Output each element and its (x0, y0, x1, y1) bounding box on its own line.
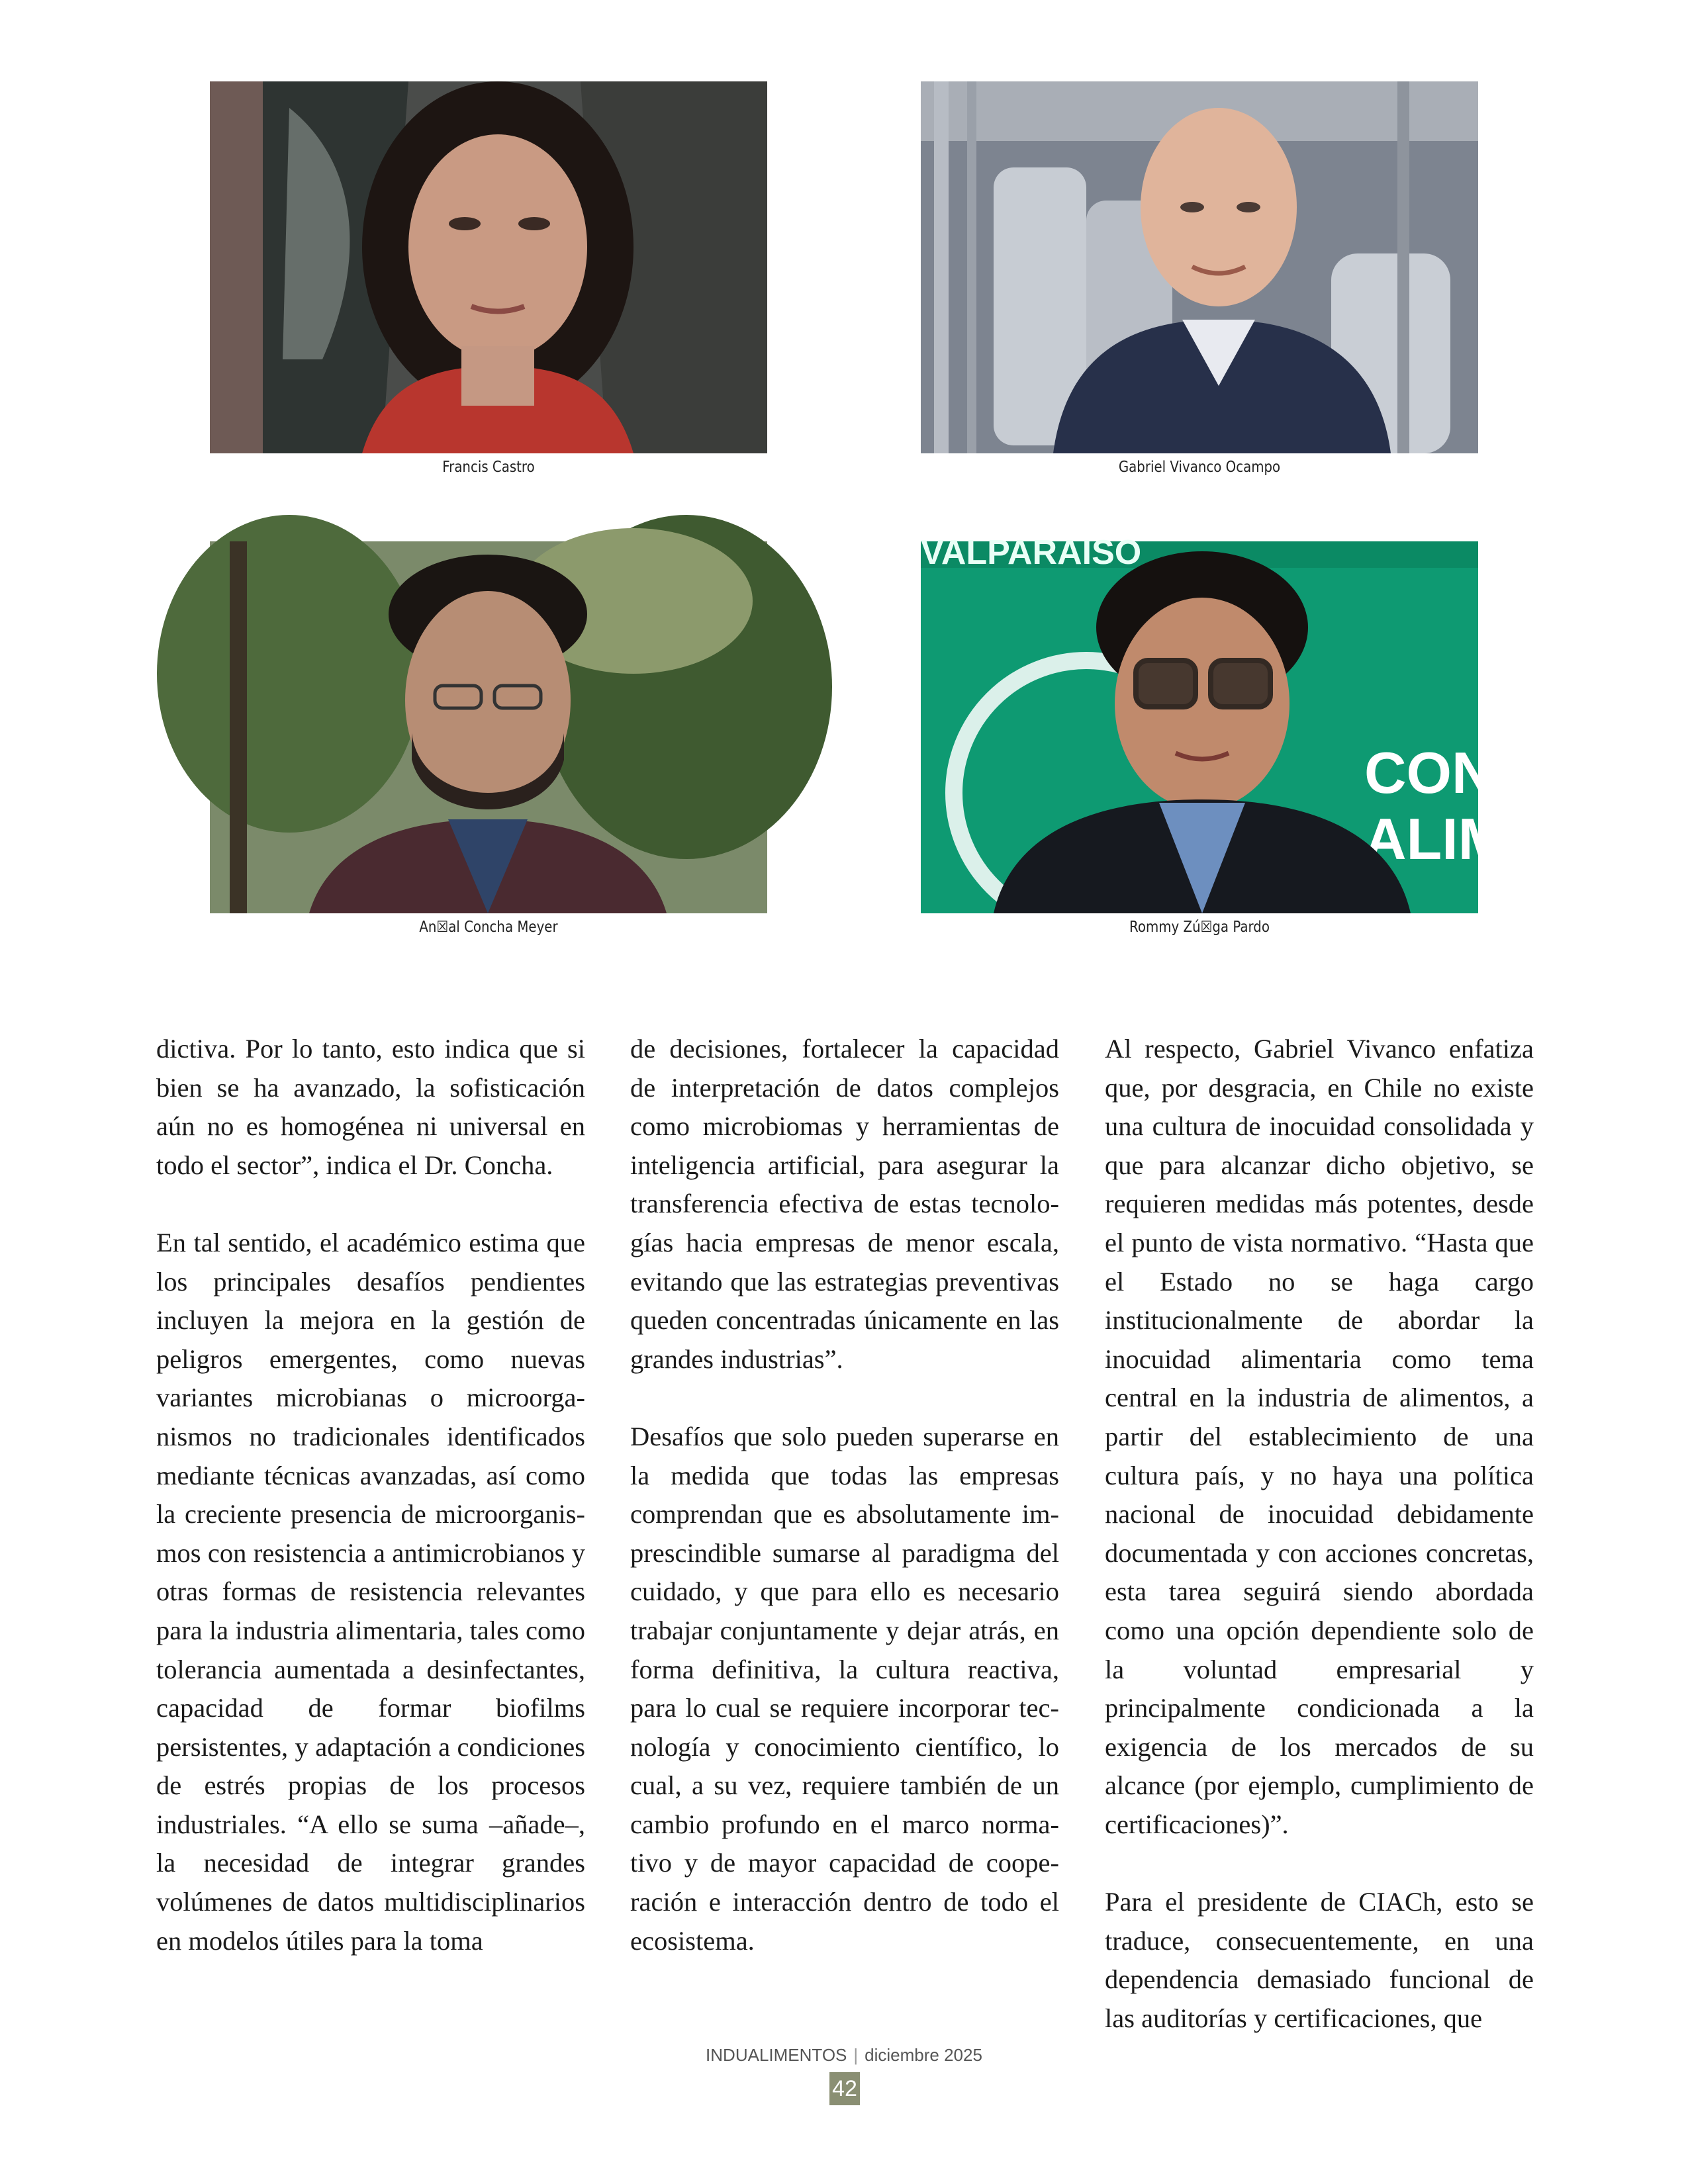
paragraph: Al respecto, Gabriel Vivanco enfatiza que, por desgracia, en Chile no existe una cultura de inocuidad consolidada y que para alcanzar dicho objetivo, se requieren medidas más potentes, desde el punto de vista normativo. “Hasta que el Estado no se haga cargo institucionalmente de abordar la inocuidad alimentaria como tema central en la industria de alimentos, a partir del establecimiento de una cultura país, y no haya una política nacional de inocuidad debidamente documentada y con acciones concretas, esta tarea seguirá siendo abordada como una opción dependiente solo de la voluntad empresarial y principalmente condicionada a la exigencia de los mercados de su alcance (por ejemplo, cumplimiento de certificaciones)”. (1105, 1034, 1534, 1839)
page-number: 42 (829, 2072, 860, 2105)
paragraph: Desafíos que solo pueden superarse en la medida que todas las empresas comprendan que es absolutamente imprescindible sumarse al paradigma del cuidado, y que para ello es necesario trabajar conjuntamente y dejar atrás, en forma definitiva, la cultura reactiva, para lo cual se requiere incorporar tecnología y conocimiento científico, lo cual, a su vez, requiere también de un cambio profundo en el marco normativo y de mayor capacidad de cooperación e interacción dentro de todo el ecosistema. (630, 1421, 1059, 1956)
background-sign-text: VALPARAISO (921, 533, 1142, 572)
footer-separator: | (853, 2045, 859, 2065)
photo-rommy-zuniga-pardo (921, 533, 1539, 913)
text-column-3 (1105, 1030, 1534, 2038)
photo-francis-castro (210, 81, 767, 453)
text-column-2 (630, 1030, 1059, 1960)
svg-text:ALIM: ALIM (1364, 806, 1507, 872)
banner-text: CONG (1364, 740, 1539, 805)
photo-caption: Francis Castro (442, 459, 535, 476)
paragraph: En tal sentido, el académico estima que los principales desafíos pendientes incluyen la mejora en la gestión de peligros emergentes, como nuevas variantes microbianas o microorganismos no tradicionales identificados mediante técnicas avanzadas, así como la creciente presencia de microorganismos con resistencia a antimicrobianos y otras formas de resistencia relevantes para la industria alimentaria, tales como tolerancia aumentada a desinfectantes, capacidad de formar biofilms persistentes, y adaptación a condiciones de estrés propias de los procesos industriales. “A ello se suma –añade–, la necesidad de integrar grandes volúmenes de datos multidisciplinarios en modelos útiles para la toma (156, 1227, 585, 1956)
paragraph: dictiva. Por lo tanto, esto indica que si bien se ha avanzado, la sofisticación aún no es homogénea ni universal en todo el sector”, indica el Dr. Concha. (156, 1034, 585, 1180)
paragraph: de decisiones, fortalecer la capacidad de interpretación de datos complejos como microbiomas y herramientas de inteligencia artificial, para asegurar la transferencia efectiva de estas tecnologías hacia empresas de menor escala, evitando que las estrategias preventivas queden concentradas únicamente en las grandes industrias”. (630, 1034, 1059, 1374)
photo-caption: Gabriel Vivanco Ocampo (1118, 459, 1281, 476)
issue-date: diciembre 2025 (865, 2045, 982, 2065)
page-footer (0, 2045, 1688, 2066)
paragraph: Para el presidente de CIACh, esto se traduce, consecuentemente, en una dependencia demasiado funcional de las auditorías y certificaciones, que (1105, 1887, 1534, 2033)
text-column-1 (156, 1030, 585, 1960)
photo-caption: An☒al Concha Meyer (419, 919, 558, 936)
publication-name: INDUALIMENTOS (706, 2045, 847, 2065)
photo-gabriel-vivanco-ocampo (921, 81, 1478, 453)
photo-anibal-concha-meyer (210, 541, 767, 913)
photo-caption: Rommy Zú☒ga Pardo (1129, 919, 1270, 936)
